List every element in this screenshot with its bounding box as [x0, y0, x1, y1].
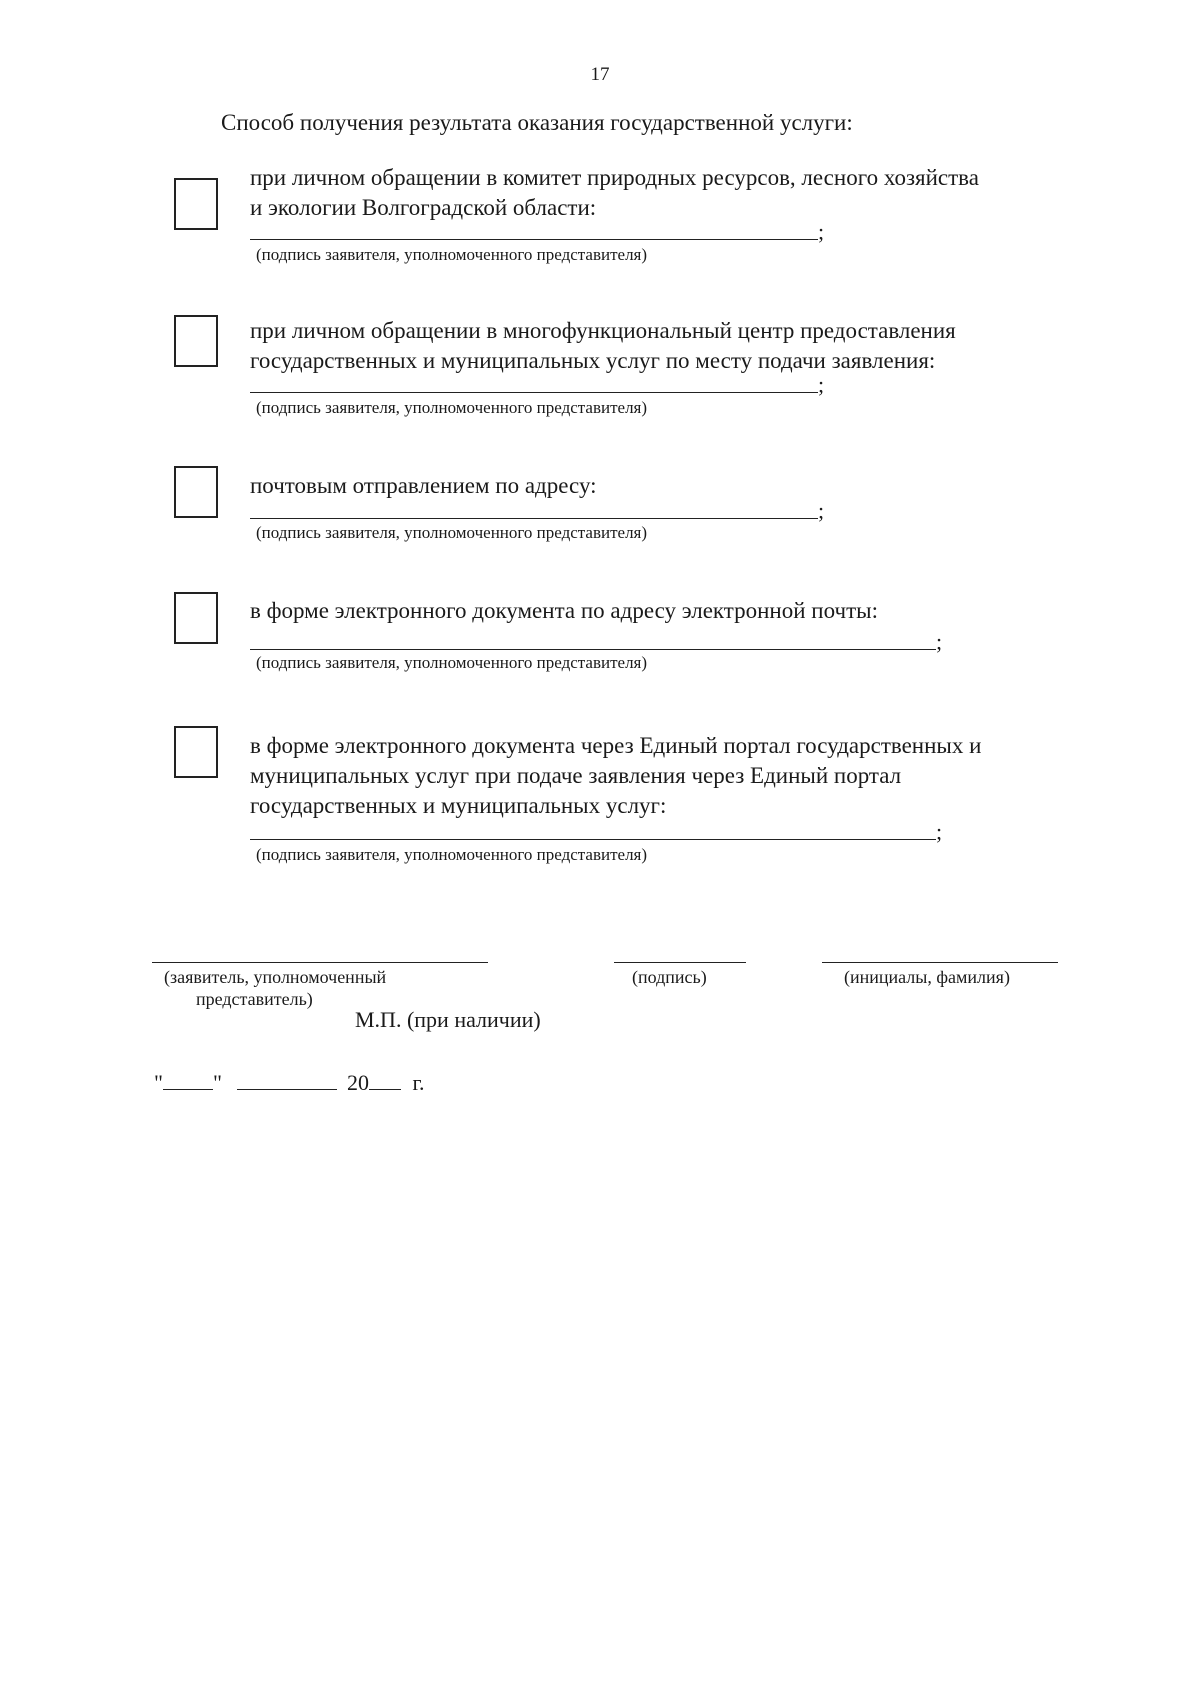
signature-caption-footer: (подпись)	[632, 967, 707, 987]
signature-caption: (подпись заявителя, уполномоченного представителя)	[256, 653, 648, 672]
checkbox-mfc[interactable]	[174, 315, 218, 367]
section-heading: Способ получения результата оказания государственной услуги:	[221, 110, 853, 135]
month-blank[interactable]	[237, 1071, 337, 1090]
initials-line[interactable]	[822, 962, 1058, 963]
date-quote-close: "	[212, 1070, 222, 1095]
line-end: ;	[936, 819, 943, 844]
option-text-line: в форме электронного документа по адресу электронной почты:	[250, 598, 878, 623]
option-text-line: муниципальных услуг при подаче заявления через Единый портал	[250, 763, 902, 788]
signature-line[interactable]	[250, 392, 818, 393]
signature-line[interactable]	[250, 239, 818, 240]
applicant-caption-line2: представитель)	[196, 989, 313, 1009]
checkbox-portal[interactable]	[174, 726, 218, 778]
day-blank[interactable]	[163, 1071, 213, 1090]
signature-line[interactable]	[250, 649, 936, 650]
line-end: ;	[936, 629, 943, 654]
stamp-label: М.П. (при наличии)	[355, 1007, 541, 1032]
line-end: ;	[818, 219, 825, 244]
date-row	[154, 1070, 425, 1096]
option-text-line: государственных и муниципальных услуг:	[250, 793, 667, 818]
signature-caption: (подпись заявителя, уполномоченного представителя)	[256, 845, 648, 864]
option-text-line: и экологии Волгоградской области:	[250, 195, 597, 220]
signature-caption: (подпись заявителя, уполномоченного представителя)	[256, 523, 648, 542]
signature-line[interactable]	[250, 518, 818, 519]
option-text-line: при личном обращении в комитет природных ресурсов, лесного хозяйства	[250, 165, 979, 190]
option-text-line: государственных и муниципальных услуг по месту подачи заявления:	[250, 348, 936, 373]
applicant-line[interactable]	[152, 962, 488, 963]
signature-caption: (подпись заявителя, уполномоченного представителя)	[256, 245, 648, 264]
signature-caption: (подпись заявителя, уполномоченного представителя)	[256, 398, 648, 417]
checkbox-email[interactable]	[174, 592, 218, 644]
applicant-caption	[164, 966, 386, 1010]
signature-line-footer[interactable]	[614, 962, 746, 963]
initials-caption: (инициалы, фамилия)	[844, 967, 1010, 987]
checkbox-post[interactable]	[174, 466, 218, 518]
year-blank[interactable]	[369, 1071, 401, 1090]
applicant-caption-line1: (заявитель, уполномоченный	[164, 967, 387, 987]
year-suffix: г.	[412, 1070, 425, 1095]
line-end: ;	[818, 498, 825, 523]
date-quote-open: "	[154, 1070, 163, 1095]
option-text-line: в форме электронного документа через Единый портал государственных и	[250, 733, 982, 758]
year-prefix: 20	[346, 1070, 369, 1095]
line-end: ;	[818, 372, 825, 397]
page-number: 17	[590, 64, 610, 85]
option-text-line: при личном обращении в многофункциональный центр предоставления	[250, 318, 956, 343]
option-text-line: почтовым отправлением по адресу:	[250, 473, 597, 498]
checkbox-committee[interactable]	[174, 178, 218, 230]
signature-line[interactable]	[250, 839, 936, 840]
